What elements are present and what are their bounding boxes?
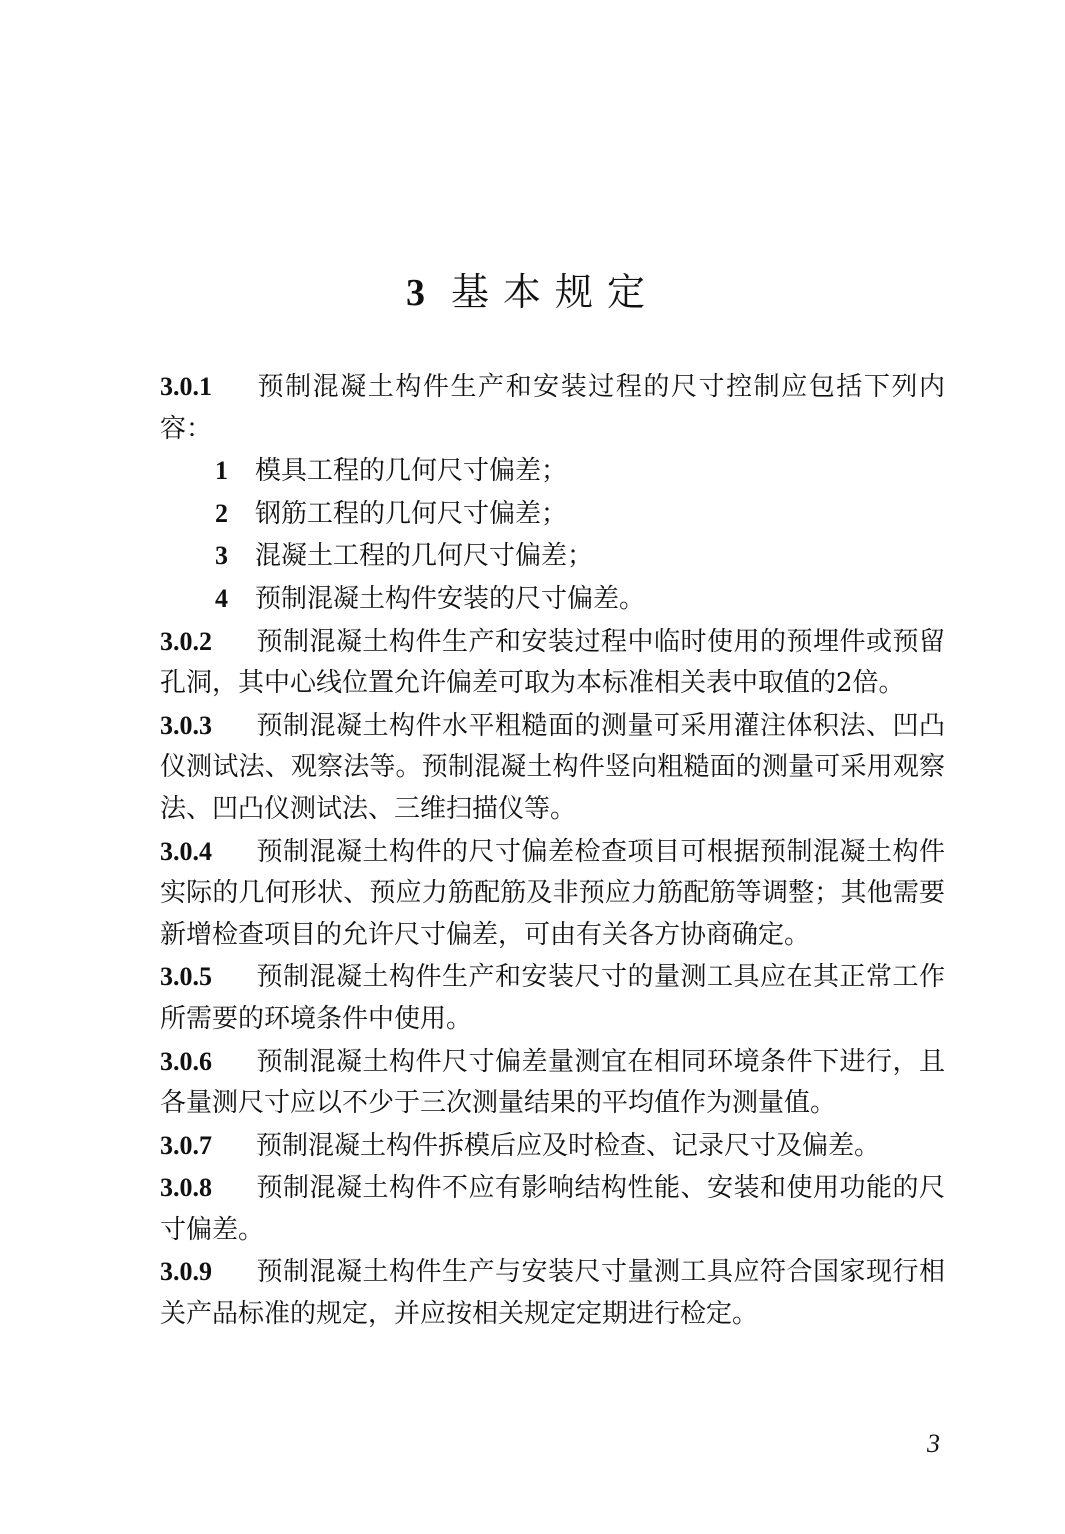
clause-text: 预制混凝土构件生产与安装尺寸量测工具应符合国家现行相关产品标准的规定，并应按相关规定定期进行检定。 — [160, 1257, 945, 1330]
clause-number: 3.0.7 — [160, 1130, 212, 1160]
clause-number: 3.0.2 — [160, 626, 212, 656]
item-number: 4 — [215, 583, 228, 613]
clause-number: 3.0.3 — [160, 710, 212, 740]
item-number: 3 — [215, 541, 228, 571]
clause-number: 3.0.9 — [160, 1257, 212, 1287]
clause-text: 预制混凝土构件生产和安装尺寸的量测工具应在其正常工作所需要的环境条件中使用。 — [160, 962, 945, 1034]
clause-3-0-1 — [160, 366, 945, 450]
chapter-heading-text: 基本规定 — [450, 270, 659, 314]
item-text: 预制混凝土构件安装的尺寸偏差。 — [255, 583, 646, 614]
clause-3-0-2 — [160, 621, 945, 705]
clause-text: 预制混凝土构件水平粗糙面的测量可采用灌注体积法、凹凸仪测试法、观察法等。预制混凝土构件竖向粗糙面的测量可采用观察法、凹凸仪测试法、三维扫描仪等。 — [160, 710, 945, 824]
list-item — [160, 450, 945, 493]
clause-number: 3.0.8 — [160, 1173, 212, 1203]
clause-3-0-6 — [160, 1041, 945, 1125]
clause-text: 预制混凝土构件不应有影响结构性能、安装和使用功能的尺寸偏差。 — [160, 1173, 945, 1245]
clause-number: 3.0.4 — [160, 836, 212, 866]
clause-number: 3.0.5 — [160, 962, 212, 992]
item-text: 钢筋工程的几何尺寸偏差； — [255, 498, 568, 529]
item-number: 2 — [215, 498, 228, 528]
clause-text: 预制混凝土构件生产和安装过程的尺寸控制应包括下列内容： — [160, 372, 945, 444]
clause-number: 3.0.6 — [160, 1046, 212, 1076]
clause-3-0-4 — [160, 831, 945, 957]
clause-list — [160, 366, 945, 1336]
clause-text: 预制混凝土构件拆模后应及时检查、记录尺寸及偏差。 — [256, 1130, 881, 1161]
clause-text: 预制混凝土构件尺寸偏差量测宜在相同环境条件下进行，且各量测尺寸应以不少于三次测量结果的平均值作为测量值。 — [160, 1046, 945, 1119]
clause-number: 3.0.1 — [160, 372, 212, 401]
chapter-title — [0, 268, 1065, 317]
list-item — [160, 578, 945, 621]
clause-3-0-5 — [160, 956, 945, 1040]
clause-text: 预制混凝土构件生产和安装过程中临时使用的预埋件或预留孔洞，其中心线位置允许偏差可取为本标准相关表中取值的2倍。 — [160, 626, 945, 699]
clause-text: 预制混凝土构件的尺寸偏差检查项目可根据预制混凝土构件实际的几何形状、预应力筋配筋及非预应力筋配筋等调整；其他需要新增检查项目的允许尺寸偏差，可由有关各方协商确定。 — [160, 836, 945, 950]
clause-3-0-3 — [160, 705, 945, 831]
chapter-number: 3 — [405, 272, 425, 314]
list-item — [160, 535, 945, 578]
clause-3-0-8 — [160, 1167, 945, 1251]
clause-3-0-9 — [160, 1251, 945, 1335]
page-number: 3 — [927, 1429, 940, 1458]
list-item — [160, 493, 945, 536]
item-text: 模具工程的几何尺寸偏差； — [255, 456, 568, 487]
clause-3-0-7 — [160, 1125, 945, 1168]
item-text: 混凝土工程的几何尺寸偏差； — [255, 541, 594, 572]
item-number: 1 — [215, 456, 228, 486]
